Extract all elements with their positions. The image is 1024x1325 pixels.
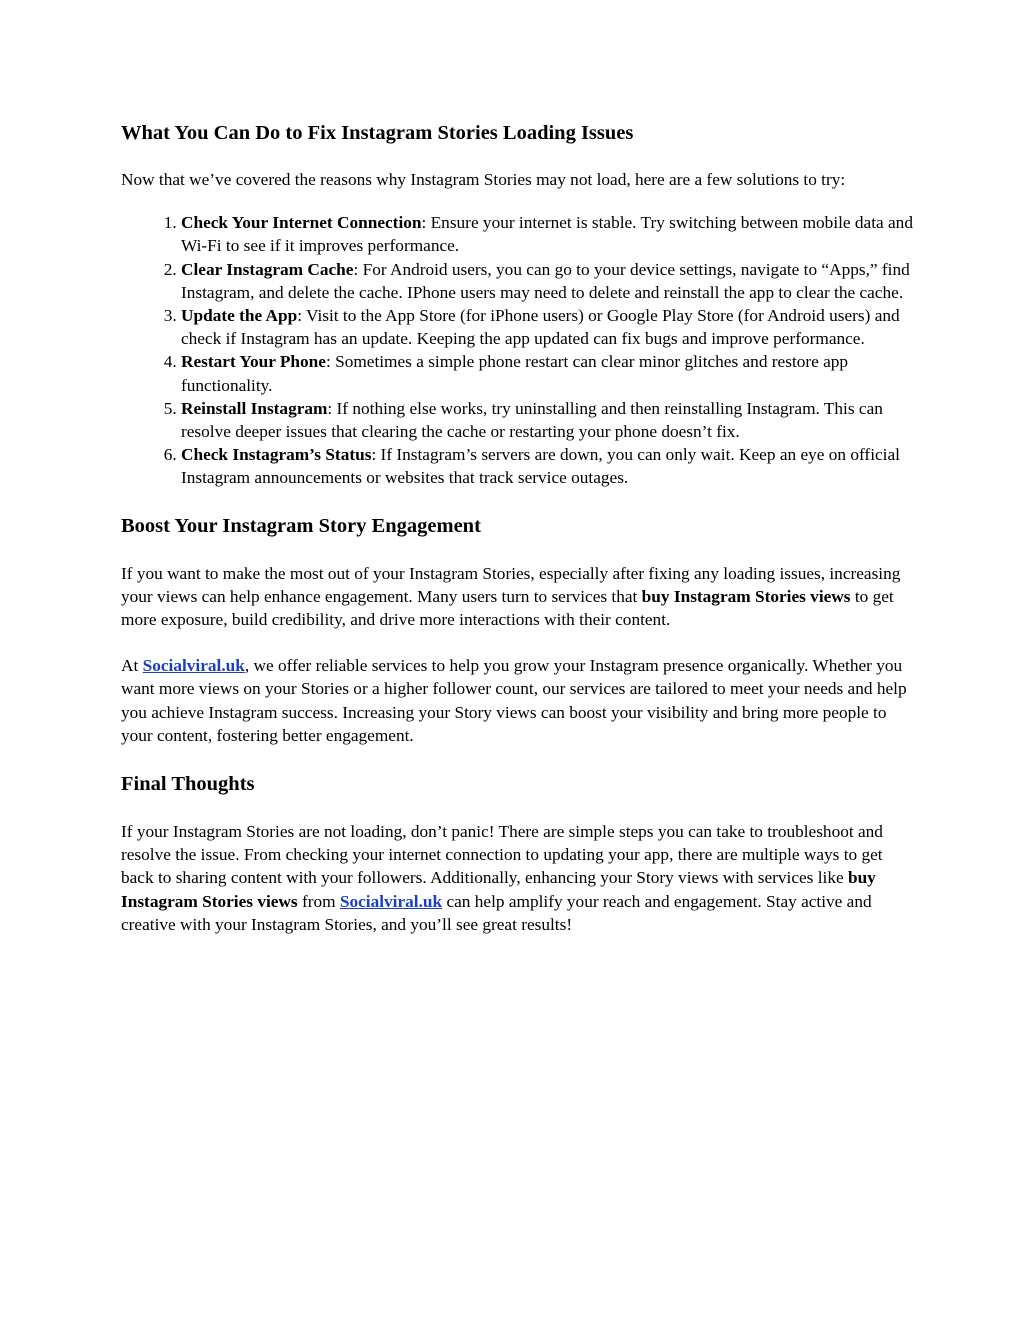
bold-phrase: buy Instagram Stories views bbox=[121, 868, 876, 911]
section-heading-final-thoughts: Final Thoughts bbox=[121, 773, 255, 796]
list-item-title: Clear Instagram Cache bbox=[181, 259, 354, 279]
paragraph-text: from bbox=[297, 891, 340, 911]
solutions-list bbox=[121, 211, 914, 489]
list-item-text: : If Instagram’s servers are down, you can only wait. Keep an eye on official Instagram announcements or websites that track service outages. bbox=[181, 445, 900, 488]
list-item-title: Check Instagram’s Status bbox=[181, 445, 372, 465]
list-item-text: : Ensure your internet is stable. Try switching between mobile data and Wi-Fi to see if it improves performance. bbox=[181, 213, 913, 256]
paragraph-text: to get more exposure, build credibility, and drive more interactions with their content. bbox=[121, 586, 894, 630]
list-item-text: : Sometimes a simple phone restart can clear minor glitches and restore app functionality. bbox=[181, 352, 849, 395]
list-item bbox=[181, 397, 914, 443]
paragraph-text: , we offer reliable services to help you grow your Instagram presence organically. Whether you want more views on your Stories or a higher follower count, our services are tailored to meet your needs and help you achieve Instagram success. Increasing your Story views can boost your visibility and bring more people to your content, fostering better engagement. bbox=[121, 656, 907, 745]
list-item-title: Update the App bbox=[181, 306, 298, 326]
list-item bbox=[181, 443, 914, 489]
list-item-text: : For Android users, you can go to your device settings, navigate to “Apps,” find Instagram, and delete the cache. IPhone users may need to delete and reinstall the app to clear the cache. bbox=[181, 259, 910, 302]
final-thoughts-paragraph bbox=[121, 820, 914, 936]
paragraph-text: If you want to make the most out of your Instagram Stories, especially after fixing any loading issues, increasing your views can help enhance engagement. Many users turn to services that bbox=[121, 563, 901, 606]
section-heading-boost-engagement: Boost Your Instagram Story Engagement bbox=[121, 514, 481, 537]
socialviral-paragraph bbox=[121, 654, 914, 747]
section-intro-paragraph: Now that we’ve covered the reasons why Instagram Stories may not load, here are a few solutions to try: bbox=[121, 170, 846, 189]
list-item-title: Reinstall Instagram bbox=[181, 398, 328, 418]
list-item-text: : If nothing else works, try uninstalling and then reinstalling Instagram. This can resolve deeper issues that clearing the cache or restarting your phone doesn’t fix. bbox=[181, 398, 883, 442]
paragraph-text: can help amplify your reach and engagement. Stay active and creative with your Instagram Stories, and you’ll see great results! bbox=[121, 891, 872, 934]
list-item-title: Restart Your Phone bbox=[181, 352, 326, 372]
socialviral-link[interactable]: Socialviral.uk bbox=[142, 656, 245, 676]
list-item-title: Check Your Internet Connection bbox=[181, 213, 422, 233]
list-item bbox=[181, 304, 914, 350]
engagement-paragraph bbox=[121, 562, 914, 632]
list-item-text: : Visit to the App Store (for iPhone users) or Google Play Store (for Android users) and check if Instagram has an update. Keeping the app updated can fix bugs and improve performance. bbox=[181, 306, 900, 349]
list-item bbox=[181, 211, 914, 257]
socialviral-link[interactable]: Socialviral.uk bbox=[339, 891, 443, 911]
list-item bbox=[181, 350, 914, 396]
paragraph-text: If your Instagram Stories are not loading, don’t panic! There are simple steps you can take to troubleshoot and resolve the issue. From checking your internet connection to updating your app, there are multiple ways to get back to sharing content with your followers. Additionally, enhancing your Story views with services like bbox=[121, 822, 883, 888]
bold-phrase: buy Instagram Stories views bbox=[641, 586, 851, 606]
paragraph-text: At bbox=[121, 656, 143, 676]
list-item bbox=[181, 258, 914, 304]
section-heading-fix-issues: What You Can Do to Fix Instagram Stories Loading Issues bbox=[121, 122, 634, 144]
